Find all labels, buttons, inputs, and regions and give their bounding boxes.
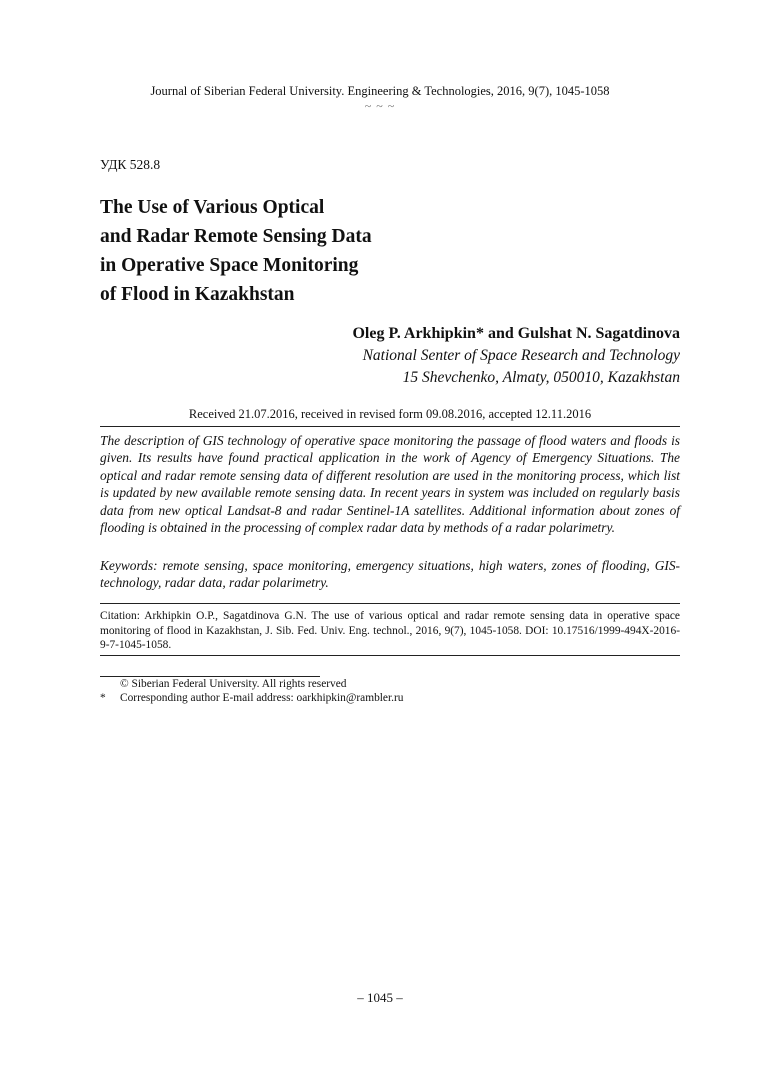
udk-code: УДК 528.8 [100,157,161,172]
title-line: of Flood in Kazakhstan [100,284,295,305]
citation-bottom-divider [100,655,680,656]
citation: Citation: Arkhipkin O.P., Sagatdinova G.N. The use of various optical and radar remote sensing data in operative space monitoring of flood in Kazakhstan, J. Sib. Fed. Univ. Eng. technol., 2016, 9(7), 1045-1058. DOI: 10.17516/1999-494X-2016-9-7-1045-1058. [100,610,680,651]
journal-header: Journal of Siberian Federal University. Engineering & Technologies, 2016, 9(7), 1045-1058 [150,84,610,98]
page-number: – 1045 – [357,990,403,1005]
affiliation-institution: National Senter of Space Research and Technology [362,347,680,364]
header-ornament: ~ ~ ~ [364,99,396,113]
received-dates: Received 21.07.2016, received in revised form 09.08.2016, accepted 12.11.2016 [188,407,592,421]
corresponding-author-footnote: Corresponding author E-mail address: oarkhipkin@rambler.ru [120,692,404,704]
citation-top-divider [100,603,680,604]
paper-title [100,193,520,309]
abstract: The description of GIS technology of operative space monitoring the passage of flood waters and floods is given. Its results have found practical application in the work of Agency of Emergency Situations. The optical and radar remote sensing data of different resolution are used in the monitoring process, which list is updated by new available remote sensing data. In recent years in system was included on regularly basis data from new optical Landsat-8 and radar Sentinel-1A satellites. Additional information about zones of flooding is obtained in the processing of complex radar data by methods of a radar polarimetry. [100,433,680,536]
affiliation-address: 15 Shevchenko, Almaty, 050010, Kazakhstan [402,369,680,386]
abstract-top-divider [100,426,680,427]
footnote-divider [100,676,320,677]
title-line: and Radar Remote Sensing Data [100,226,372,247]
title-line: The Use of Various Optical [100,197,325,218]
footnote-asterisk: * [100,692,106,704]
authors: Oleg P. Arkhipkin* and Gulshat N. Sagatdinova [352,325,680,342]
keywords: Keywords: remote sensing, space monitoring, emergency situations, high waters, zones of flooding, GIS-technology, radar data, radar polarimetry. [100,558,680,591]
copyright-footnote: © Siberian Federal University. All rights reserved [120,678,347,690]
title-line: in Operative Space Monitoring [100,255,359,276]
